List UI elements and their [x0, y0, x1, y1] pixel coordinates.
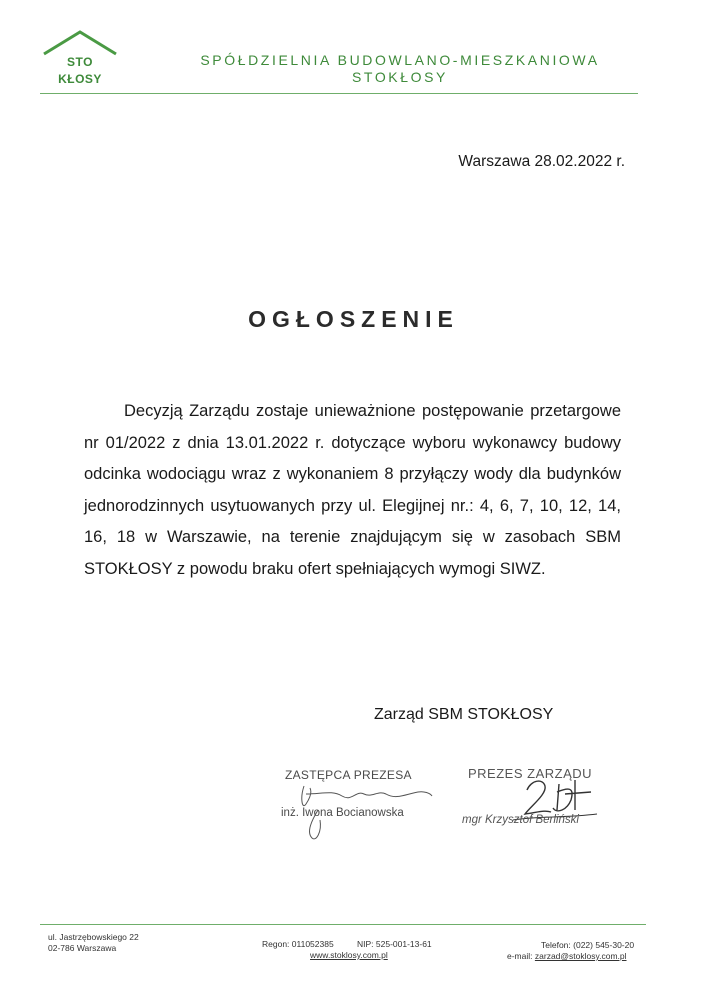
logo-text-klosy: KŁOSY	[58, 72, 102, 86]
president-title: PREZES ZARZĄDU	[468, 766, 593, 781]
footer-email-link[interactable]: zarzad@stoklosy.com.pl	[534, 951, 627, 961]
footer-website-link[interactable]: www.stoklosy.com.pl	[310, 950, 388, 960]
document-date: Warszawa 28.02.2022 r.	[458, 153, 625, 170]
announcement-body: Decyzją Zarządu zostaje unieważnione postępowanie przetargowe nr 01/2022 z dnia 13.01.2022 r. dotyczące wyboru wykonawcy budowy odcinka wodociągu wraz z wykonaniem 8 przyłączy wody dla budynków jednorodzinnych usytuowanych przy ul. Elegijnej nr.: 4, 6, 7, 10, 12, 14, 16, 18 w Warszawie, na terenie znajdującym się w zasobach SBM STOKŁOSY z powodu braku ofert spełniających wymogi SIWZ.	[84, 402, 621, 578]
vice-president-name: inż. Iwona Bocianowska	[281, 807, 404, 819]
document-title: OGŁOSZENIE	[248, 306, 459, 332]
footer-address-city: 02-786 Warszawa	[48, 943, 117, 953]
footer-phone: Telefon: (022) 545-30-20	[541, 940, 635, 950]
footer-divider	[40, 924, 646, 925]
organization-short-name: STOKŁOSY	[351, 69, 449, 85]
management-signature-line: Zarząd SBM STOKŁOSY	[374, 706, 554, 723]
logo	[38, 28, 122, 90]
footer-email	[507, 951, 627, 962]
roof-icon	[38, 28, 122, 58]
footer-address-street: ul. Jastrzębowskiego 22	[48, 932, 139, 942]
vice-president-title: ZASTĘPCA PREZESA	[285, 768, 412, 782]
organization-name: SPÓŁDZIELNIA BUDOWLANO-MIESZKANIOWA	[200, 52, 600, 68]
footer-email-label: e-mail:	[507, 951, 533, 961]
header-divider	[40, 93, 638, 94]
footer-nip: NIP: 525-001-13-61	[357, 939, 432, 949]
president-signature	[505, 770, 605, 840]
footer-regon: Regon: 011052385	[262, 939, 334, 949]
logo-text-sto: STO	[67, 55, 93, 69]
president-name: mgr Krzysztof Berliński	[462, 814, 579, 826]
